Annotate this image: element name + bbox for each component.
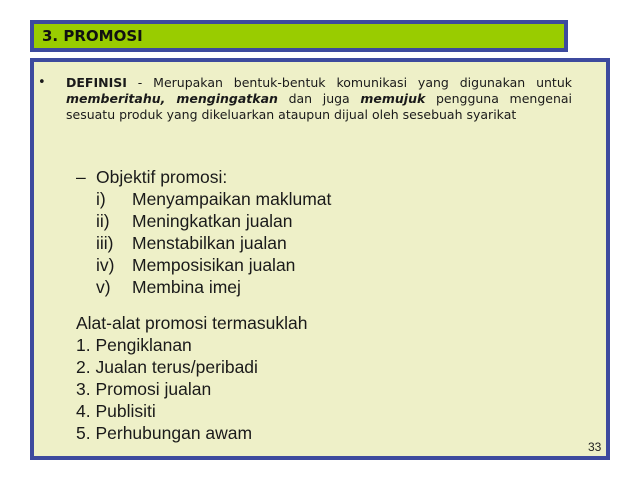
objective-item [96,210,331,232]
objective-number: ii) [96,211,110,231]
objective-item [96,232,331,254]
objectives-section [76,166,331,298]
definition-paragraph [66,75,572,123]
definition-text-part2: dan juga [277,91,361,106]
section-title: 3. PROMOSI [42,27,143,45]
definition-emphasis-1: memberitahu, mengingatkan [66,91,278,106]
objectives-heading: Objektif promosi: [96,167,228,187]
objectives-list [96,188,331,298]
promotion-tool-item: 5. Perhubungan awam [76,423,253,443]
objective-text: Memposisikan jualan [132,255,296,275]
objective-number: v) [96,277,111,297]
promotion-tools-section [76,312,307,444]
objective-text: Menstabilkan jualan [132,233,287,253]
objective-text: Membina imej [132,277,241,297]
objective-number: iii) [96,233,114,253]
definition-text-part1: - Merupakan bentuk-bentuk komunikasi yang digunakan untuk [126,75,572,90]
objectives-heading-row [76,166,331,188]
objective-text: Meningkatkan jualan [132,211,293,231]
definition-text-part3: pengguna mengenai sesuatu produk yang dikeluarkan ataupun dijual oleh sesebuah syarikat [66,91,572,122]
objective-number: iv) [96,255,115,275]
definition-bullet: • [38,75,46,90]
definition-term: DEFINISI [66,75,127,90]
objective-text: Menyampaikan maklumat [132,189,332,209]
promotion-tool-item: 4. Publisiti [76,401,156,421]
definition-emphasis-2: memujuk [360,91,426,106]
objective-item [96,276,331,298]
promotion-tool-item: 2. Jualan terus/peribadi [76,357,258,377]
objectives-dash: – [76,167,86,187]
objective-item [96,254,331,276]
promotion-tool-item: 1. Pengiklanan [76,335,192,355]
promotion-tool-item: 3. Promosi jualan [76,379,212,399]
promotion-tools-heading: Alat-alat promosi termasuklah [76,313,308,333]
objective-item [96,188,331,210]
page-number: 33 [588,440,602,454]
section-title-bar [30,20,568,52]
objective-number: i) [96,189,106,209]
